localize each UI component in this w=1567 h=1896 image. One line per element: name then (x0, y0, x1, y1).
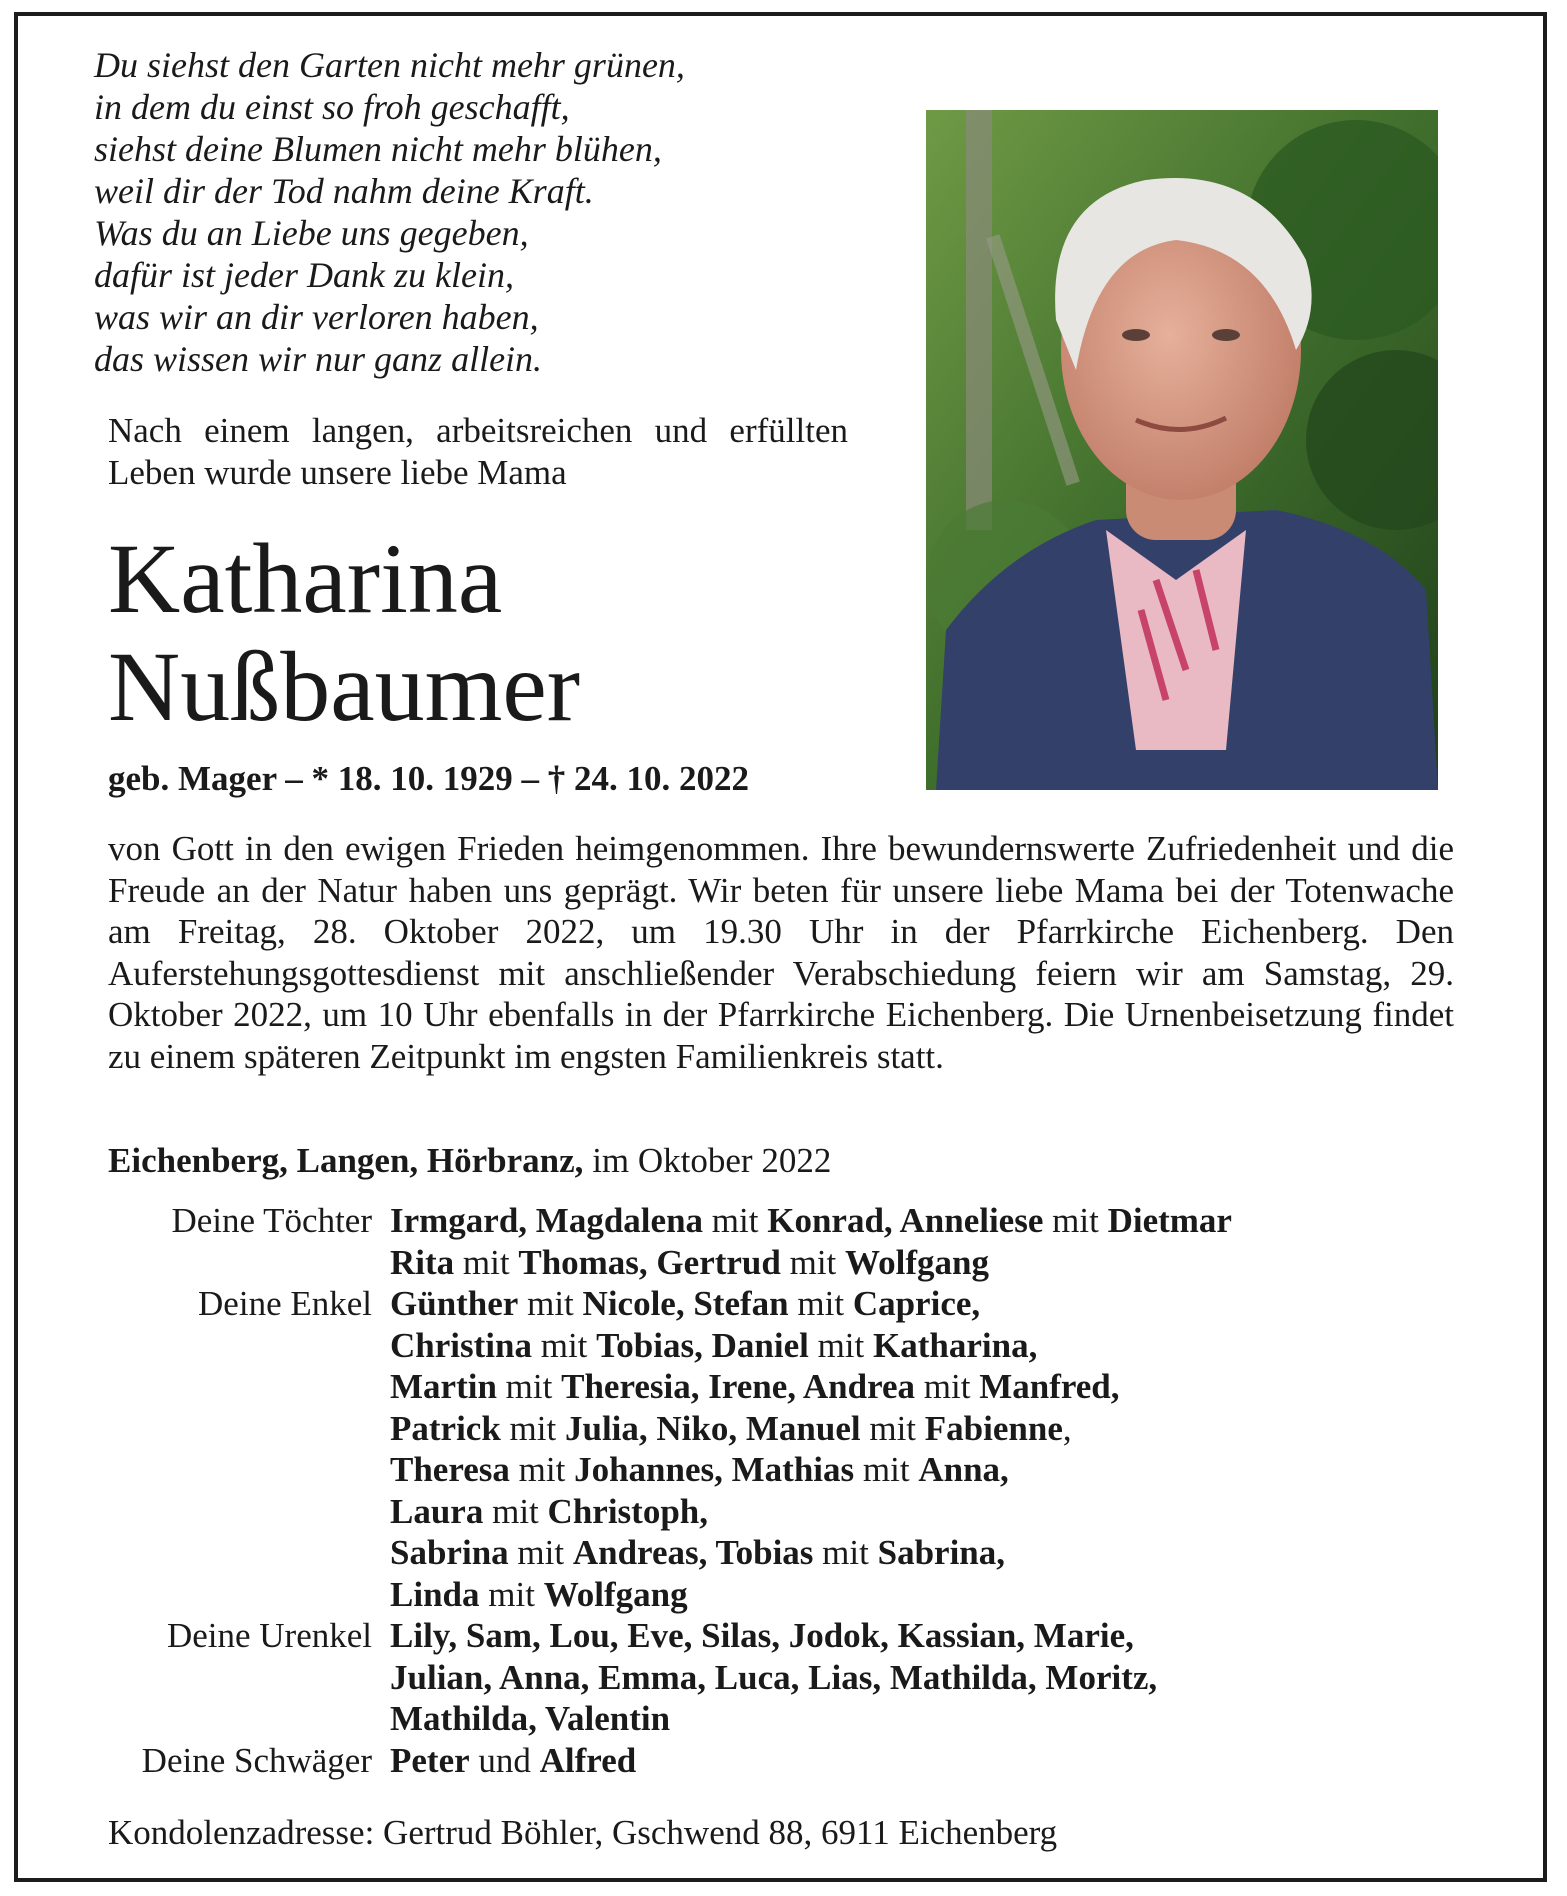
family-member-name: Patrick (390, 1408, 501, 1448)
place-date-line (108, 1140, 831, 1182)
family-group (60, 1283, 1500, 1615)
family-connector: mit (531, 1325, 597, 1365)
family-connector: mit (780, 1242, 846, 1282)
family-member-name: Wolfgang (845, 1242, 989, 1282)
family-connector: mit (518, 1284, 583, 1323)
family-group-label: Deine Urenkel (166, 1616, 372, 1655)
family-member-name: Johannes, Mathias (574, 1450, 855, 1489)
family-line (390, 1574, 1500, 1616)
family-member-name: Sabrina (390, 1533, 509, 1572)
family-member-name: Andreas, Tobias (572, 1533, 814, 1572)
family-group-label: Deine Enkel (198, 1284, 372, 1323)
family-line (390, 1242, 1500, 1284)
family-member-name: Christina (390, 1325, 532, 1365)
family-group-names (390, 1615, 1500, 1740)
family-connector: mit (703, 1201, 768, 1240)
family-line (390, 1366, 1500, 1408)
poem-line: weil dir der Tod nahm deine Kraft. (94, 171, 594, 211)
family-member-name: Anna, (918, 1450, 1009, 1489)
poem-line: in dem du einst so froh geschafft, (94, 87, 570, 127)
family-group (60, 1740, 1500, 1782)
poem-line: Du siehst den Garten nicht mehr grünen, (94, 45, 685, 85)
family-connector: und (469, 1740, 540, 1780)
family-connector: mit (788, 1284, 853, 1323)
family-member-name: Tobias, Daniel (596, 1325, 809, 1365)
family-group-names (390, 1200, 1500, 1283)
family-connector: mit (479, 1574, 544, 1614)
poem-line: was wir an dir verloren haben, (94, 297, 539, 337)
family-line (390, 1740, 1500, 1782)
portrait-illustration (926, 110, 1438, 790)
family-line (390, 1532, 1500, 1574)
poem-line: dafür ist jeder Dank zu klein, (94, 255, 514, 295)
family-member-name: Theresia, Irene, Andrea (561, 1367, 916, 1406)
poem-line: das wissen wir nur ganz allein. (94, 339, 543, 379)
family-member-name: Julia, Niko, Manuel (564, 1408, 861, 1448)
family-connector: mit (854, 1450, 919, 1489)
announcement-text: von Gott in den ewigen Frieden heimgenommen. Ihre bewundernswerte Zufriedenheit und die Freude an der Natur haben uns geprägt. Wir beten für unsere liebe Mama bei der Totenwache am Freitag, 28. Oktober 2022, um 19.30 Uhr in der Pfarrkirche Eichenberg. Den Auferstehungsgottesdienst mit anschließender Verabschiedung feiern wir am Samstag, 29. Oktober 2022, um 10 Uhr ebenfalls in der Pfarrkirche Eichenberg. Die Urnenbeisetzung findet zu einem späteren Zeitpunkt im engsten Familienkreis statt. (108, 829, 1454, 1076)
family-member-name: Julian, Anna, Emma, Luca, Lias, Mathilda, Moritz, (390, 1657, 1158, 1697)
family-member-name: Wolfgang (543, 1574, 688, 1614)
family-member-name: Peter (390, 1740, 470, 1780)
family-connector: mit (860, 1408, 925, 1448)
family-member-name: Irmgard, Magdalena (390, 1201, 704, 1240)
family-member-name: Konrad, Anneliese (767, 1201, 1044, 1240)
photo-eye (1122, 329, 1150, 341)
first-name: Katharina (108, 523, 503, 634)
family-connector: mit (496, 1367, 562, 1406)
family-line (390, 1408, 1500, 1450)
family-line (390, 1657, 1500, 1699)
family-member-name: Manfred, (979, 1367, 1120, 1406)
family-member-name: Fabienne (924, 1408, 1063, 1448)
family-connector: mit (808, 1325, 874, 1365)
family-connector: mit (1043, 1201, 1108, 1240)
family-group-names (390, 1283, 1500, 1615)
family-connector: mit (508, 1533, 573, 1572)
deceased-name (108, 525, 580, 741)
family-member-name: Lily, Sam, Lou, Eve, Silas, Jodok, Kassian, Marie, (390, 1616, 1134, 1655)
poem-line: Was du an Liebe uns gegeben, (94, 213, 529, 253)
family-member-name: Martin (390, 1367, 497, 1406)
family-group-label: Deine Schwäger (141, 1740, 372, 1780)
family-member-name: Alfred (539, 1740, 637, 1780)
family-member-name: Günther (390, 1284, 519, 1323)
last-name: Nußbaumer (108, 631, 581, 742)
family-member-name: Laura (390, 1491, 484, 1531)
family-member-name: Caprice, (852, 1284, 981, 1323)
family-connector: mit (813, 1533, 878, 1572)
condolence-address: Kondolenzadresse: Gertrud Böhler, Gschwend 88, 6911 Eichenberg (108, 1813, 1058, 1852)
family-member-name: Mathilda, Valentin (390, 1699, 671, 1738)
family-group (60, 1200, 1500, 1283)
photo-eye (1212, 329, 1240, 341)
date-note: im Oktober 2022 (583, 1141, 832, 1180)
family-member-name: Linda (390, 1574, 480, 1614)
family-line (390, 1200, 1500, 1242)
family-connector: mit (454, 1242, 519, 1282)
family-line (390, 1283, 1500, 1325)
family-member-name: Katharina, (873, 1325, 1038, 1365)
family-group-label: Deine Töchter (171, 1201, 372, 1240)
poem-line: siehst deine Blumen nicht mehr blühen, (94, 129, 662, 169)
family-member-name: Theresa (390, 1450, 510, 1489)
family-connector: mit (915, 1367, 980, 1406)
portrait-photo (926, 110, 1438, 790)
family-member-name: Dietmar (1107, 1201, 1232, 1240)
family-line (390, 1325, 1500, 1367)
family-member-name: Sabrina, (877, 1533, 1006, 1572)
photo-tree-trunk (966, 110, 992, 530)
family-line (390, 1698, 1500, 1740)
family-member-name: Christoph, (547, 1491, 709, 1531)
intro-text: Nach einem langen, arbeitsreichen und erfüllten Leben wurde unsere liebe Mama (108, 411, 848, 492)
poem (94, 44, 854, 380)
family-line (390, 1615, 1500, 1657)
places: Eichenberg, Langen, Hörbranz, (108, 1141, 584, 1180)
family-line (390, 1449, 1500, 1491)
family-line (390, 1491, 1500, 1533)
family-connector: , (1062, 1408, 1072, 1448)
family-connector: mit (483, 1491, 548, 1531)
family-member-name: Rita (390, 1242, 455, 1282)
family-member-name: Nicole, Stefan (582, 1284, 789, 1323)
birth-death-dates: geb. Mager – * 18. 10. 1929 – † 24. 10. 2022 (108, 759, 749, 798)
family-group-names (390, 1740, 1500, 1782)
family-member-name: Thomas, Gertrud (518, 1242, 781, 1282)
family-connector: mit (500, 1408, 565, 1448)
family-connector: mit (509, 1450, 575, 1489)
family-group (60, 1615, 1500, 1740)
family-list (60, 1200, 1500, 1781)
